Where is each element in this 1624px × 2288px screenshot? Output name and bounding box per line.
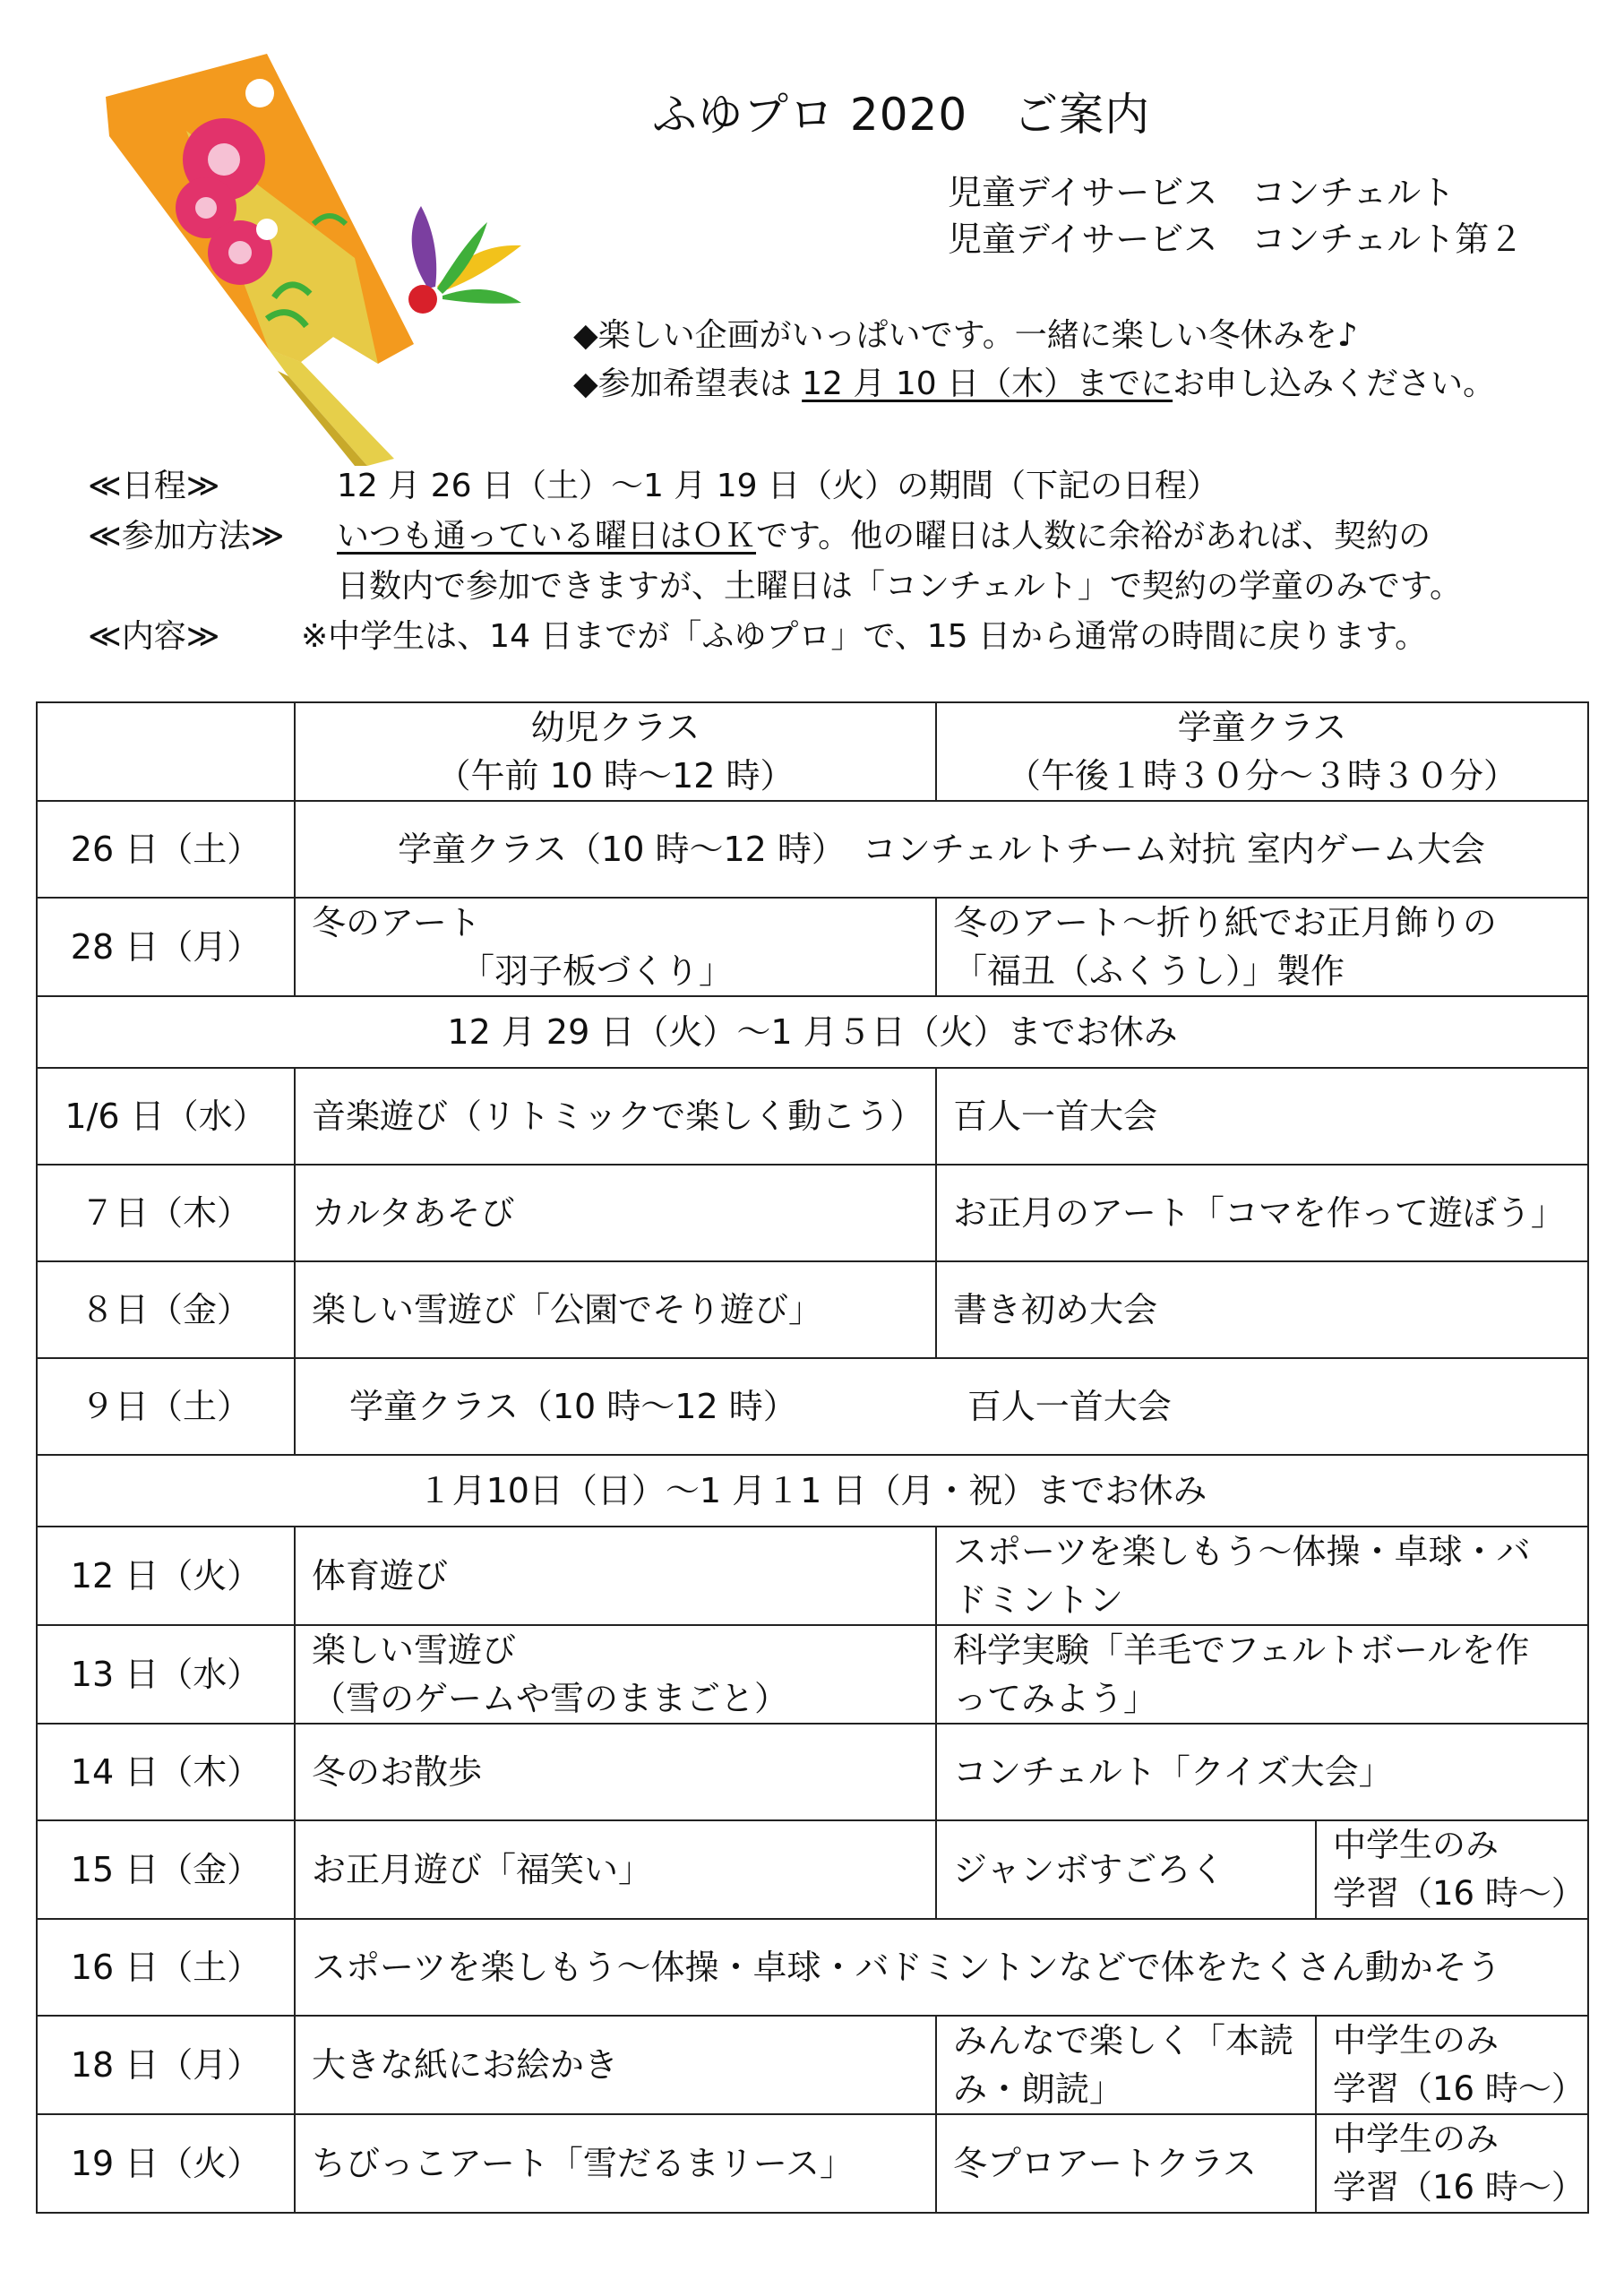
merged-activity-cell: 学童クラス（10 時～12 時） コンチェルトチーム対抗 室内ゲーム大会: [295, 801, 1588, 898]
infant-activity-cell: 楽しい雪遊び「公園でそり遊び」: [295, 1261, 936, 1358]
infant-activity-cell: 冬のお散歩: [295, 1724, 936, 1820]
table-row: [37, 1919, 1588, 2016]
junior-high-note-cell: 中学生のみ 学習（16 時～）: [1316, 1820, 1588, 1919]
header-infant-class: 幼児クラス （午前 10 時～12 時）: [295, 702, 936, 801]
schedule-table: [36, 701, 1589, 2214]
junior-high-note-cell: 中学生のみ 学習（16 時～）: [1316, 2114, 1588, 2213]
method-value-line2: 日数内で参加できますが、土曜日は「コンチェルト」で契約の学童のみです。: [337, 568, 1463, 605]
notice-line: ◆楽しい企画がいっぱいです。一緒に楽しい冬休みを♪: [573, 317, 1358, 354]
infant-activity-cell: 音楽遊び（リトミックで楽しく動こう）: [295, 1068, 936, 1165]
infant-activity-cell: ちびっこアート「雪だるまリース」: [295, 2114, 936, 2213]
organization-name: 児童デイサービス コンチェルト第２: [948, 219, 1524, 259]
method-value: いつも通っている曜日はＯＫです。他の曜日は人数に余裕があれば、契約の: [337, 518, 1431, 555]
table-row: [37, 1724, 1588, 1820]
table-row: [37, 1358, 1588, 1455]
date-cell: ８日（金）: [37, 1261, 295, 1358]
content-value: ※中学生は、14 日までが「ふゆプロ」で、15 日から通常の時間に戻ります。: [301, 618, 1428, 655]
table-row: [37, 1261, 1588, 1358]
school-activity-cell: みんなで楽しく「本読 み・朗読」: [936, 2016, 1316, 2114]
merged-activity-cell: スポーツを楽しもう～体操・卓球・バドミントンなどで体をたくさん動かそう: [295, 1919, 1588, 2016]
schedule-label: ≪日程≫: [88, 468, 220, 504]
table-row: [37, 1820, 1588, 1919]
table-row: [37, 1625, 1588, 1724]
shuttlecock-feather-icon: [389, 202, 527, 319]
organization-name: 児童デイサービス コンチェルト: [948, 173, 1456, 212]
infant-activity-cell: お正月遊び「福笑い」: [295, 1820, 936, 1919]
schedule-value: 12 月 26 日（土）～1 月 19 日（火）の期間（下記の日程）: [337, 468, 1219, 504]
junior-high-note-cell: 中学生のみ 学習（16 時～）: [1316, 2016, 1588, 2114]
merged-activity-cell: 学童クラス（10 時～12 時） 百人一首大会: [295, 1358, 1588, 1455]
date-cell: ９日（土）: [37, 1358, 295, 1455]
table-row: [37, 2016, 1588, 2114]
date-cell: 15 日（金）: [37, 1820, 295, 1919]
break-row: [37, 996, 1588, 1068]
date-cell: ７日（木）: [37, 1165, 295, 1261]
school-activity-cell: 科学実験「羊毛でフェルトボールを作 ってみよう」: [936, 1625, 1588, 1724]
school-activity-cell: 冬のアート～折り紙でお正月飾りの 「福丑（ふくうし）」製作: [936, 898, 1588, 996]
school-activity-cell: お正月のアート「コマを作って遊ぼう」: [936, 1165, 1588, 1261]
notice-line: ◆参加希望表は 12 月 10 日（木）までにお申し込みください。: [573, 366, 1496, 402]
table-row: [37, 1068, 1588, 1165]
date-cell: 16 日（土）: [37, 1919, 295, 2016]
header-school-class: 学童クラス （午後１時３０分～３時３０分）: [936, 702, 1588, 801]
break-row: [37, 1455, 1588, 1527]
school-activity-cell: 書き初め大会: [936, 1261, 1588, 1358]
header-empty-cell: [37, 702, 295, 801]
break-notice-cell: 12 月 29 日（火）～1 月５日（火）までお休み: [37, 996, 1588, 1068]
school-activity-cell: コンチェルト「クイズ大会」: [936, 1724, 1588, 1820]
date-cell: 1/6 日（水）: [37, 1068, 295, 1165]
table-row: [37, 801, 1588, 898]
table-row: [37, 1165, 1588, 1261]
table-header-row: [37, 702, 1588, 801]
infant-activity-cell: 楽しい雪遊び （雪のゲームや雪のままごと）: [295, 1625, 936, 1724]
date-cell: 26 日（土）: [37, 801, 295, 898]
hagoita-paddle-icon: [99, 54, 421, 466]
school-activity-cell: 百人一首大会: [936, 1068, 1588, 1165]
date-cell: 12 日（火）: [37, 1527, 295, 1625]
date-cell: 18 日（月）: [37, 2016, 295, 2114]
table-row: [37, 898, 1588, 996]
school-activity-cell: 冬プロアートクラス: [936, 2114, 1316, 2213]
date-cell: 13 日（水）: [37, 1625, 295, 1724]
school-activity-cell: スポーツを楽しもう～体操・卓球・バ ドミントン: [936, 1527, 1588, 1625]
infant-activity-cell: 体育遊び: [295, 1527, 936, 1625]
infant-activity-cell: 冬のアート 「羽子板づくり」: [295, 898, 936, 996]
infant-activity-cell: 大きな紙にお絵かき: [295, 2016, 936, 2114]
date-cell: 28 日（月）: [37, 898, 295, 996]
date-cell: 14 日（木）: [37, 1724, 295, 1820]
deadline-text: 12 月 10 日（木）までに: [802, 366, 1173, 402]
table-row: [37, 2114, 1588, 2213]
page-title: ふゆプロ 2020 ご案内: [652, 89, 1151, 141]
method-label: ≪参加方法≫: [88, 518, 285, 555]
date-cell: 19 日（火）: [37, 2114, 295, 2213]
content-label: ≪内容≫: [88, 618, 220, 655]
break-notice-cell: １月10日（日）～1 月１1 日（月・祝）までお休み: [37, 1455, 1588, 1527]
table-row: [37, 1527, 1588, 1625]
infant-activity-cell: カルタあそび: [295, 1165, 936, 1261]
school-activity-cell: ジャンボすごろく: [936, 1820, 1316, 1919]
